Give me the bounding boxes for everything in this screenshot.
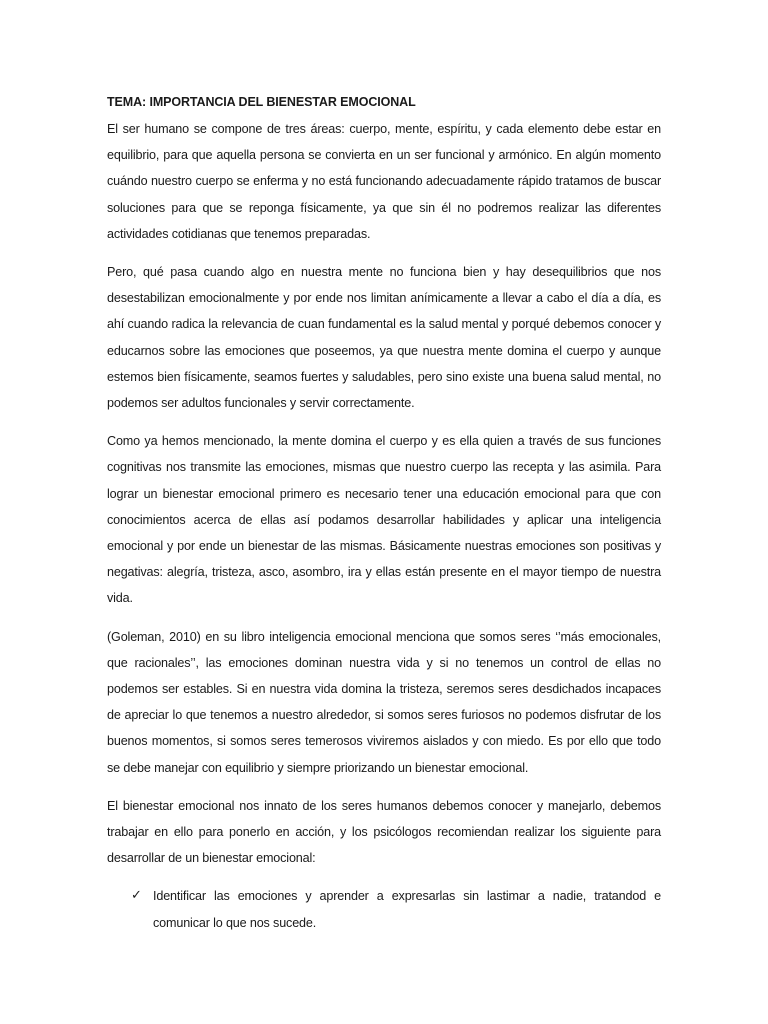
paragraph-4: (Goleman, 2010) en su libro inteligencia emocional menciona que somos seres ‘’más emocionales, que racionales’’, las emociones dominan nuestra vida y si no tenemos un control de ellas no podemos ser estables. Si en nuestra vida domina la tristeza, seremos seres desdichados incapaces de apreciar lo que tenemos a nuestro alrededor, si somos seres furiosos no podemos disfrutar de los buenos momentos, si somos seres temerosos viviremos aislados y con miedo. Es por ello que todo se debe manejar con equilibrio y siempre priorizando un bienestar emocional. (107, 629, 661, 775)
paragraph-5: El bienestar emocional nos innato de los seres humanos debemos conocer y manejarlo, debemos trabajar en ello para ponerlo en acción, y los psicólogos recomiendan realizar los siguiente para desarrollar de un bienestar emocional: (107, 798, 661, 866)
paragraph-3: Como ya hemos mencionado, la mente domina el cuerpo y es ella quien a través de sus funciones cognitivas nos transmite las emociones, mismas que nuestro cuerpo las recepta y las asimila. Para lograr un bienestar emocional primero es necesario tener una educación emocional para que con conocimientos acerca de ellas así podamos desarrollar habilidades y aplicar una inteligencia emocional y por ende un bienestar de las mismas. Básicamente nuestras emociones son positivas y negativas: alegría, tristeza, asco, asombro, ira y ellas están presente en el mayor tiempo de nuestra vida. (107, 434, 661, 606)
document-body (107, 92, 661, 936)
list-item-text: Identificar las emociones y aprender a expresarlas sin lastimar a nadie, tratandod e comunicar lo que nos sucede. (153, 889, 661, 930)
recommendation-list (107, 883, 661, 935)
list-item (107, 883, 661, 935)
paragraph-2: Pero, qué pasa cuando algo en nuestra mente no funciona bien y hay desequilibrios que nos desestabilizan emocionalmente y por ende nos limitan anímicamente a llevar a cabo el día a día, es ahí cuando radica la relevancia de cuan fundamental es la salud mental y porqué debemos conocer y educarnos sobre las emociones que poseemos, ya que nuestra mente domina el cuerpo y aunque estemos bien físicamente, seamos fuertes y saludables, pero sino existe una buena salud mental, no podemos ser adultos funcionales y servir correctamente. (107, 265, 661, 411)
paragraph-1: El ser humano se compone de tres áreas: cuerpo, mente, espíritu, y cada elemento debe estar en equilibrio, para que aquella persona se convierta en un ser funcional y armónico. En algún momento cuándo nuestro cuerpo se enferma y no está funcionando adecuadamente rápido tratamos de buscar soluciones para que se reponga físicamente, ya que sin él no podremos realizar las diferentes actividades cotidianas que tenemos preparadas. (107, 122, 661, 241)
check-icon: ✓ (131, 887, 142, 903)
document-title: TEMA: IMPORTANCIA DEL BIENESTAR EMOCIONAL (107, 95, 416, 109)
